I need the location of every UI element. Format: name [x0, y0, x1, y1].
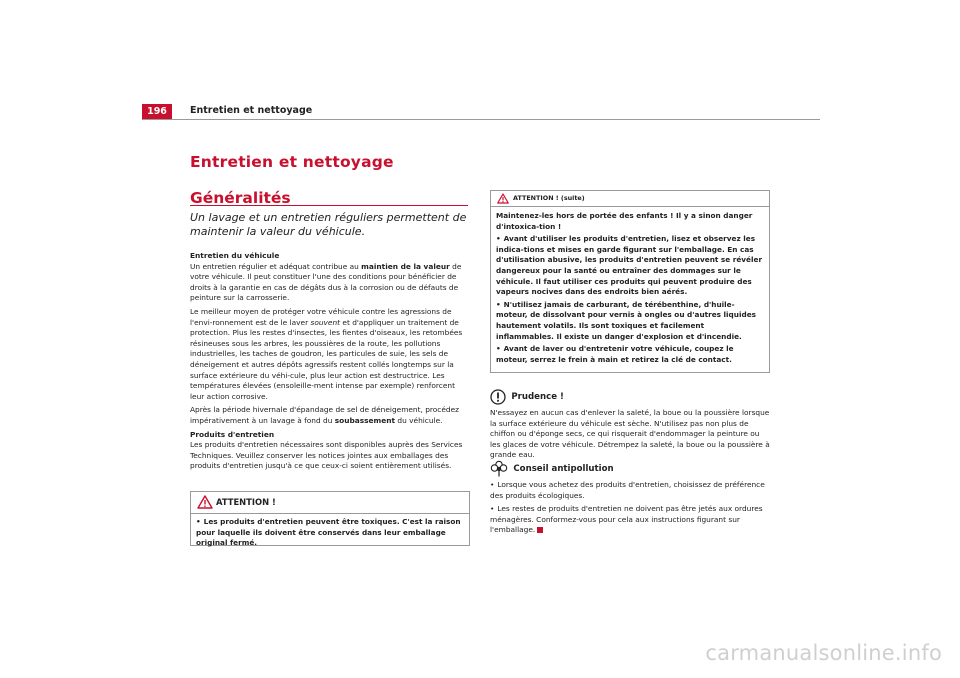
caution-note	[490, 389, 772, 464]
warning-item	[196, 517, 464, 549]
text-run: Le meilleur moyen de protéger votre véhicule contre les agressions de l'envi-ronnement est de le laver	[190, 306, 452, 327]
caution-header	[490, 389, 772, 405]
eco-text: Les restes de produits d'entretien ne doivent pas être jetés aux ordures ménagères. Conformez-vous pour cela aux instructions figurant sur l'emballage.	[490, 504, 763, 535]
warning-text: Avant d'utiliser les produits d'entretien, lisez et observez les indica-tions et mises en garde figurant sur l'emballage. En cas d'utilisation abusive, les produits d'entretien peuvent se révéler dangereux pour la santé ou entraîner des dommages sur le véhicule. Il faut utiliser ces produits qui peuvent produire des vapeurs nocives dans des endroits bien aérés.	[496, 234, 763, 297]
paragraph-3	[190, 405, 468, 426]
text-run: Un entretien régulier et adéquat contribue au	[190, 261, 362, 271]
warning-title: ATTENTION !	[216, 497, 276, 507]
warning-box	[190, 491, 470, 546]
section-divider	[190, 205, 468, 206]
exclamation-circle-icon	[490, 389, 506, 405]
page-number: 196	[142, 104, 172, 120]
watermark: carmanualsonline.info	[705, 641, 942, 665]
warning-intro: Maintenez-les hors de portée des enfants ! Il y a sinon danger d'intoxica-tion !	[496, 211, 753, 231]
caution-title: Prudence !	[511, 392, 564, 402]
text-run: et d'appliquer un traitement de protection. Plus les restes d'insectes, les fientes d'oiseaux, les retombées résineuses sous les arbres, les poussières de la route, les pollutions industrielles, les taches de goudron, les particules de suie, les sels de déneigement et autres dépôts agressifs restent collés longtemps sur la surface extérieure du véhi-cule, plus leur action est destructrice. Les températures élevées (ensoleille-ment intense par exemple) renforcent leur action corrosive.	[190, 317, 463, 401]
warning-text: Les produits d'entretien peuvent être toxiques. C'est la raison pour laquelle ils doivent être conservés dans leur emballage original fermé.	[196, 517, 461, 548]
warning-box-continued	[490, 190, 770, 373]
emphasis: maintien de la valeur	[361, 261, 450, 271]
emphasis: soubassement	[334, 415, 396, 425]
eco-header	[490, 460, 772, 477]
subheading-vehicle-care: Entretien du véhicule	[190, 251, 280, 260]
eco-text: Lorsque vous achetez des produits d'entretien, choisissez de préférence des produits écologiques.	[490, 480, 765, 500]
warning-box-header	[491, 191, 769, 207]
header-divider	[142, 119, 820, 120]
warning-text: Avant de laver ou d'entretenir votre véhicule, coupez le moteur, serrez le frein à main et retirez la clé de contact.	[496, 344, 734, 364]
paragraph-2	[190, 307, 468, 402]
eco-title: Conseil antipollution	[513, 463, 614, 474]
end-square-icon	[537, 527, 543, 533]
text-run: Après la période hivernale d'épandage de sel de déneigement, procédez impérativement à un lavage à fond du	[190, 405, 460, 425]
eco-item	[490, 480, 772, 501]
chapter-title: Entretien et nettoyage	[190, 153, 394, 171]
warning-item	[496, 234, 764, 298]
text-run: de votre véhicule. Il peut constituer l'une des conditions pour bénéficier de droits à la garantie en cas de dégâts dus à la corrosion ou de défauts de peinture sur la carrosserie.	[190, 261, 462, 303]
warning-item	[496, 300, 764, 342]
warning-title: ATTENTION ! (suite)	[513, 194, 585, 202]
eco-item	[490, 504, 772, 536]
paragraph-1	[190, 262, 468, 304]
emphasis: souvent	[310, 317, 341, 327]
warning-item	[496, 344, 764, 365]
warning-text: N'utilisez jamais de carburant, de térébenthine, d'huile-moteur, de dissolvant pour vernis à ongles ou d'autres liquides hautement volatils. Ils sont toxiques et facilement inflammables. Il existe un danger d'explosion et d'incendie.	[496, 299, 756, 341]
eco-tip	[490, 460, 772, 539]
bullet: •	[196, 517, 201, 526]
caution-text: N'essayez en aucun cas d'enlever la saleté, la boue ou la poussière lorsque la surface extérieure du véhicule est sèche. N'utilisez pas non plus de chiffon ou d'éponge secs, ce qui risquerait d'endommager la peinture ou les glaces de votre véhicule. Détrempez la saleté, la boue ou la poussière à grande eau.	[490, 408, 770, 460]
bullet: •	[496, 234, 501, 244]
warning-triangle-icon	[497, 193, 509, 204]
subheading-care-products: Produits d'entretien	[190, 429, 275, 439]
warning-box-header	[191, 492, 469, 514]
warning-body	[491, 207, 769, 365]
text-run: du véhicule.	[395, 415, 443, 425]
section-lead: Un lavage et un entretien réguliers permettent de maintenir la valeur du véhicule.	[190, 211, 467, 238]
paragraph-4: Les produits d'entretien nécessaires sont disponibles auprès des Services Techniques. Veuillez conserver les notices jointes aux emballages des produits d'entretien jusqu'à ce que ceux-ci soient entièrement utilisés.	[190, 440, 463, 471]
flower-eco-icon	[490, 460, 508, 477]
warning-body	[191, 514, 469, 549]
bullet: •	[496, 299, 501, 309]
warning-triangle-icon	[197, 495, 213, 509]
bullet: •	[490, 480, 495, 489]
bullet: •	[490, 504, 495, 514]
bullet: •	[496, 344, 501, 354]
running-header: Entretien et nettoyage	[190, 105, 313, 116]
section-title: Généralités	[190, 189, 291, 207]
left-column	[190, 251, 468, 475]
